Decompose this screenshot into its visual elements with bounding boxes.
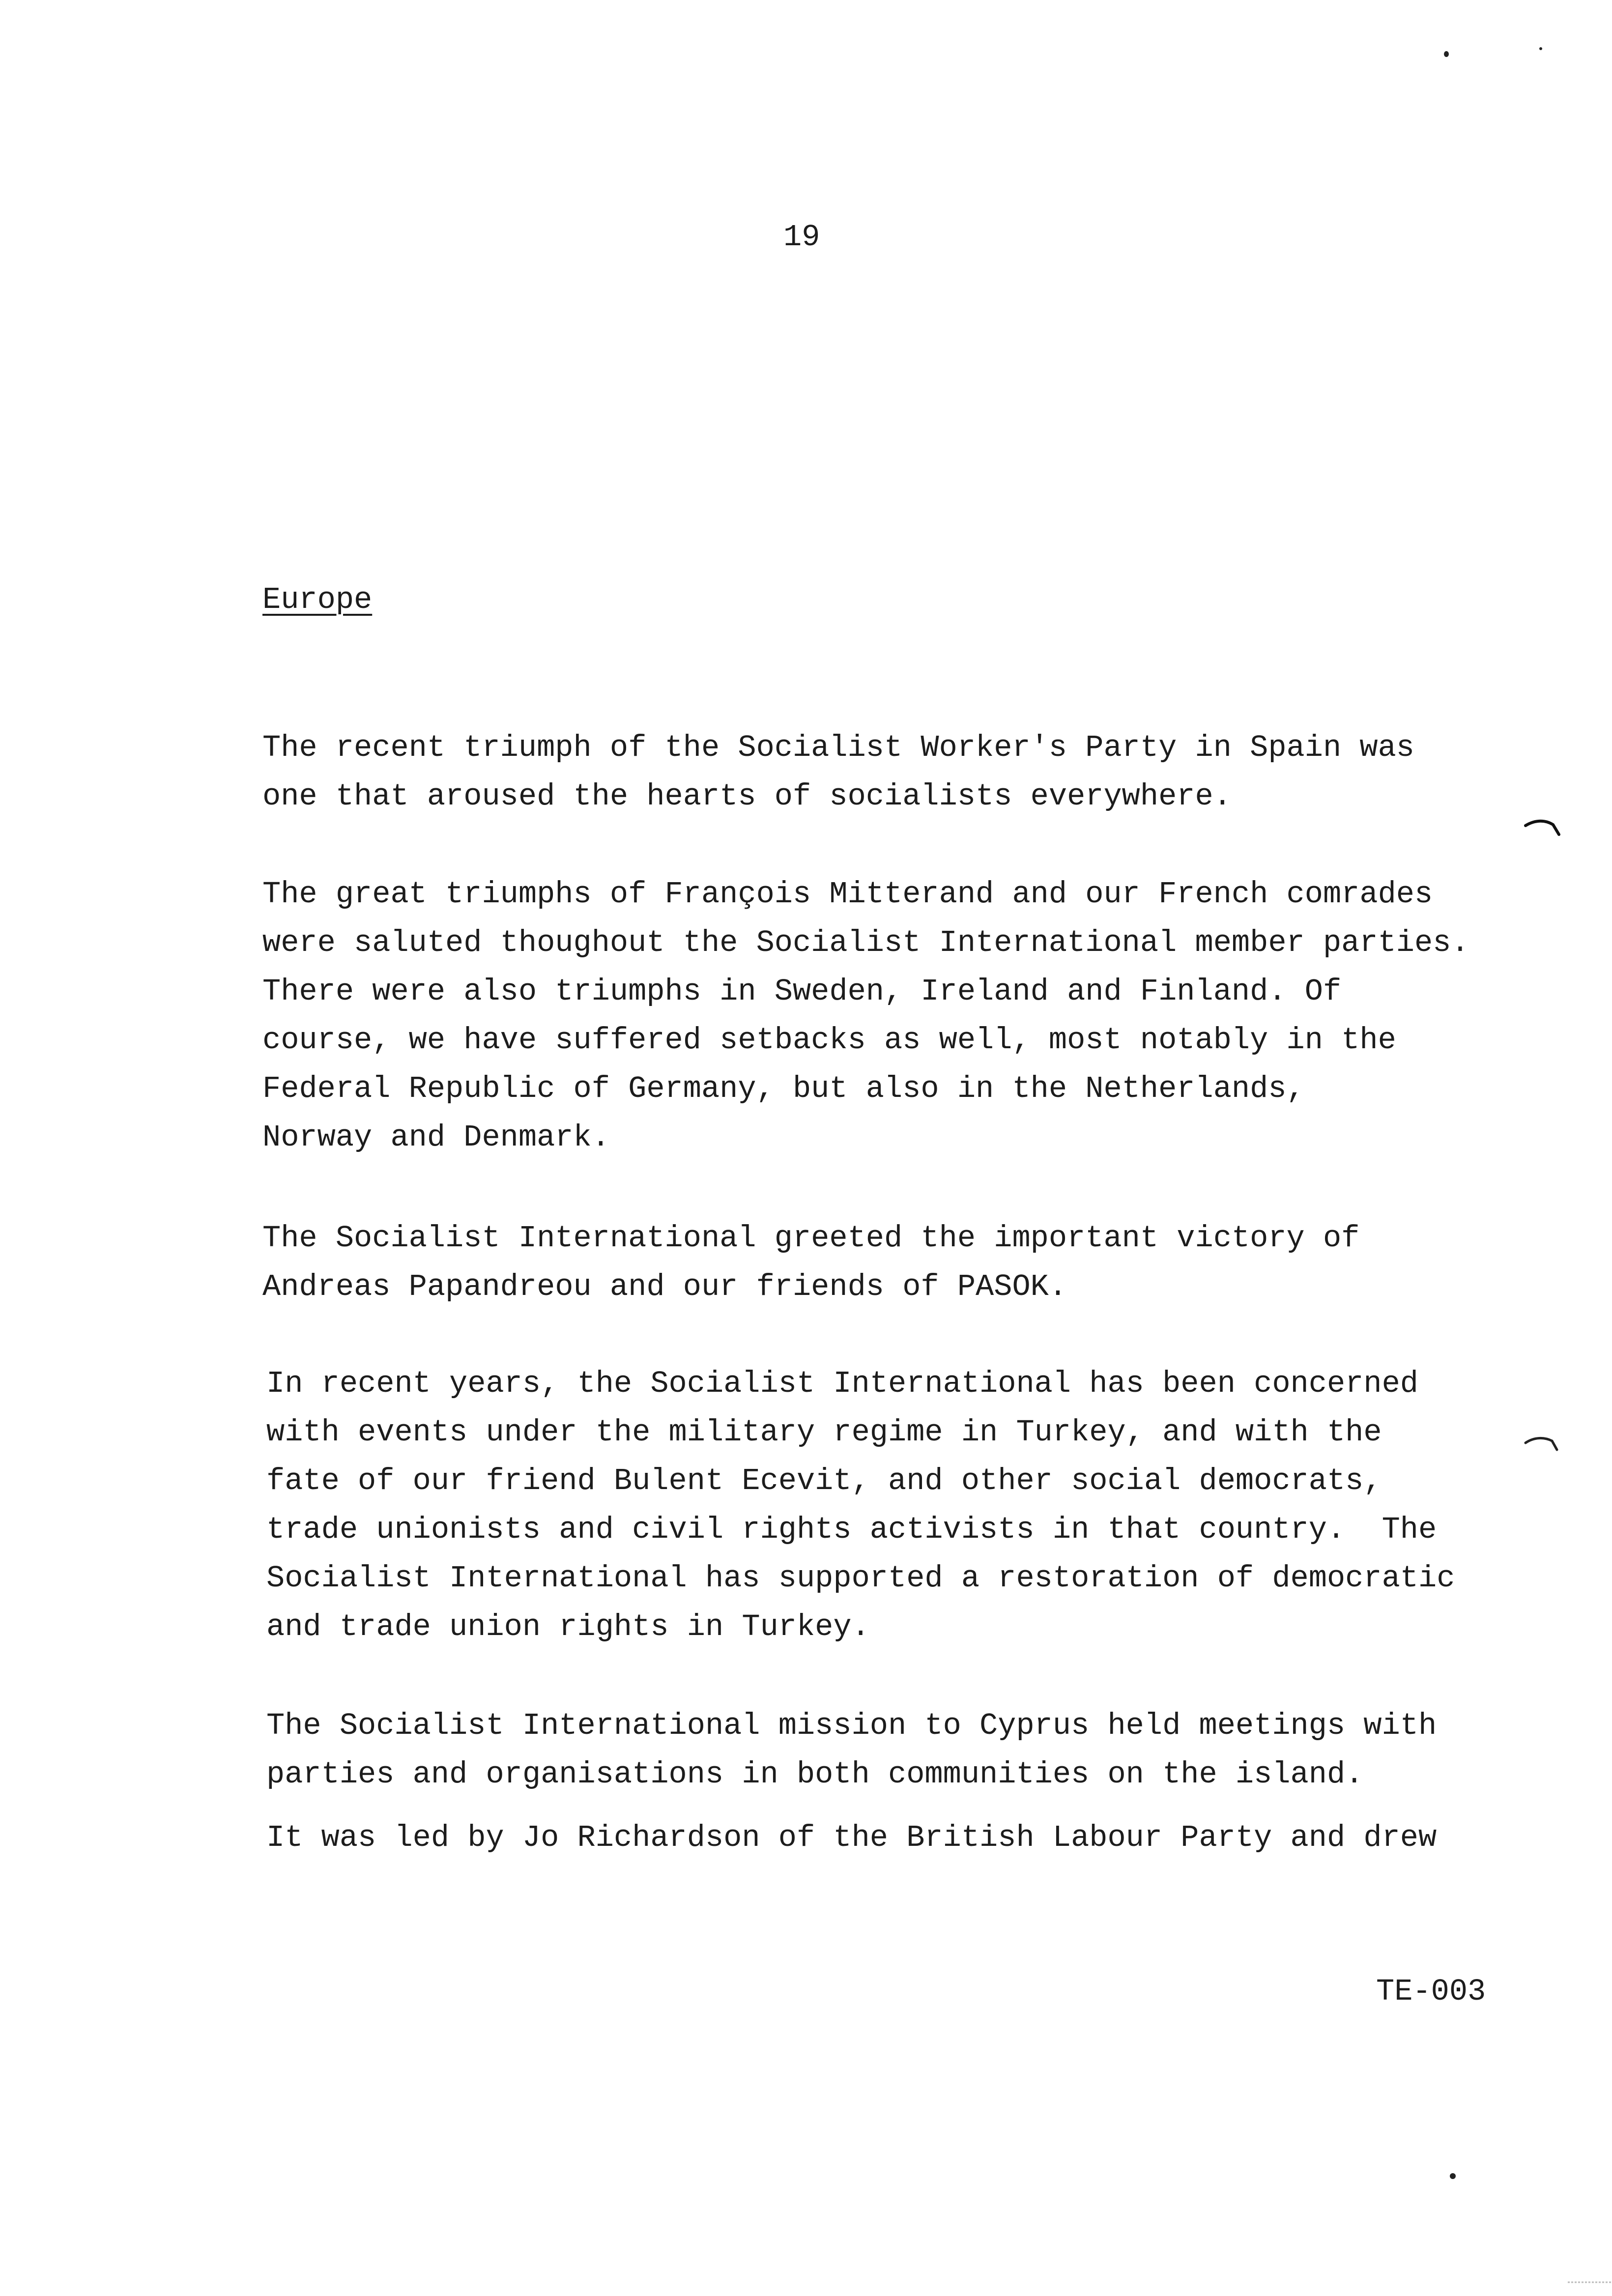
text-line: Federal Republic of Germany, but also in the Netherlands, bbox=[262, 1071, 1305, 1106]
text-line: were saluted thoughout the Socialist International member parties. bbox=[262, 925, 1469, 960]
section-heading: Europe bbox=[262, 582, 373, 617]
text-line: It was led by Jo Richardson of the British Labour Party and drew bbox=[266, 1820, 1437, 1855]
paragraph-greece bbox=[262, 1214, 1359, 1311]
text-line: parties and organisations in both communities on the island. bbox=[266, 1757, 1364, 1792]
text-line: Norway and Denmark. bbox=[262, 1120, 610, 1155]
paragraph-cyprus bbox=[266, 1701, 1437, 1799]
text-line: The Socialist International greeted the important victory of bbox=[262, 1221, 1360, 1256]
text-line: In recent years, the Socialist International has been concerned bbox=[266, 1366, 1418, 1401]
text-line: The recent triumph of the Socialist Worker's Party in Spain was bbox=[262, 730, 1414, 765]
scan-dot-top-right-small bbox=[1539, 47, 1542, 50]
paragraph-cyprus-continued bbox=[266, 1813, 1437, 1862]
text-line: The Socialist International mission to Cyprus held meetings with bbox=[266, 1708, 1437, 1743]
text-line: course, we have suffered setbacks as well, most notably in the bbox=[262, 1023, 1396, 1058]
text-line: one that aroused the hearts of socialists everywhere. bbox=[262, 779, 1232, 814]
scan-dot-bottom-right bbox=[1450, 2173, 1456, 2179]
paragraph-spain bbox=[262, 723, 1414, 821]
text-line: with events under the military regime in Turkey, and with the bbox=[266, 1415, 1382, 1450]
text-line: and trade union rights in Turkey. bbox=[266, 1609, 870, 1644]
margin-hook-mark-upper bbox=[1524, 815, 1563, 844]
scan-dot-top-right bbox=[1444, 51, 1449, 57]
text-line: trade unionists and civil rights activists in that country. The bbox=[266, 1512, 1437, 1547]
text-line: Socialist International has supported a restoration of democratic bbox=[266, 1561, 1455, 1596]
document-code: TE-003 bbox=[1376, 1974, 1486, 2009]
edge-dash-mark bbox=[1568, 2280, 1612, 2284]
text-line: There were also triumphs in Sweden, Ireland and Finland. Of bbox=[262, 974, 1342, 1009]
text-line: Andreas Papandreou and our friends of PASOK. bbox=[262, 1269, 1067, 1304]
margin-hook-mark-lower bbox=[1524, 1430, 1563, 1460]
paragraph-france bbox=[262, 870, 1469, 1162]
page-number: 19 bbox=[783, 220, 820, 255]
paragraph-turkey bbox=[266, 1359, 1455, 1651]
text-line: The great triumphs of François Mitterand and our French comrades bbox=[262, 877, 1433, 912]
text-line: fate of our friend Bulent Ecevit, and other social democrats, bbox=[266, 1464, 1382, 1498]
